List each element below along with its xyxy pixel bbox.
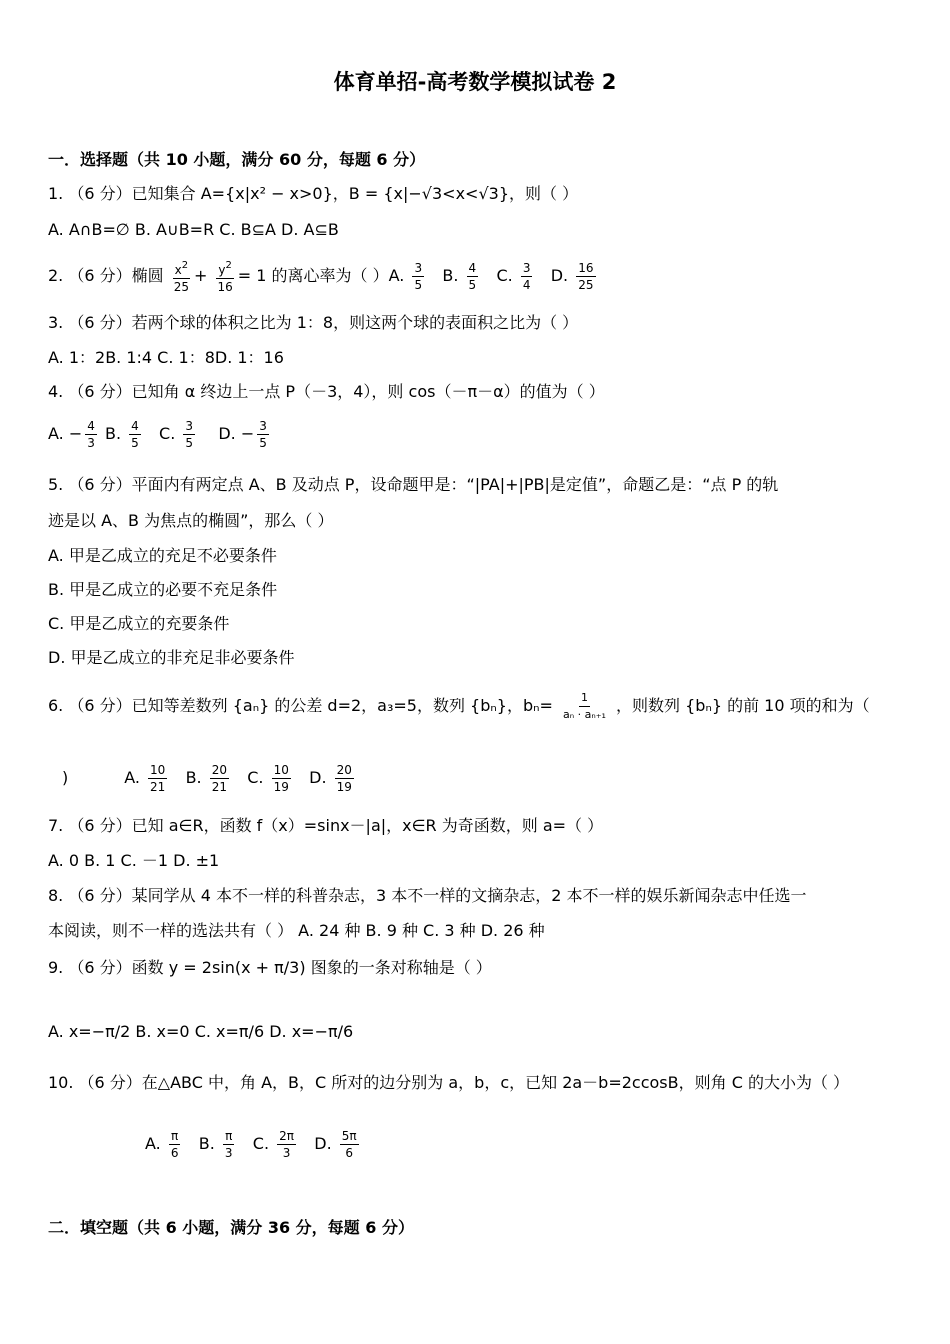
question-5-option-d: D. 甲是乙成立的非充足非必要条件 [48, 648, 295, 667]
question-3-options: A. 1：2B. 1:4 C. 1：8D. 1：16 [48, 348, 284, 367]
question-8-stem-2: 本阅读，则不一样的选法共有（ ） A. 24 种 B. 9 种 C. 3 种 D. 26 种 [48, 921, 545, 940]
question-6-stem-a: 6. （6 分）已知等差数列 {aₙ} 的公差 d=2，a₃=5，数列 {bₙ}，bₙ= [48, 696, 553, 715]
option-a-fraction: $\frac{3}{5}$ [414, 261, 423, 292]
question-9-stem [48, 958, 492, 978]
question-10-stem: 10. （6 分）在△ABC 中，角 A，B，C 所对的边分别为 a，b，c，已知 2a－b=2ccosB，则角 C 的大小为（ ） [48, 1073, 850, 1092]
option-c-label: C. [496, 266, 513, 285]
section-heading-fill-in: 二．填空题（共 6 小题，满分 36 分，每题 6 分） [48, 1218, 414, 1237]
question-1-stem: 1. （6 分）已知集合 A={x|x² − x>0}，B = {x|−√3<x<√3}，则（ ） [48, 184, 579, 203]
question-9-prefix: 9. （6 分）函数 [48, 958, 164, 977]
option-c-fraction: $\frac{3}{4}$ [522, 261, 531, 292]
question-5-stem-2: 迹是以 A、B 为焦点的椭圆”，那么（ ） [48, 511, 334, 530]
question-9-suffix: 图象的一条对称轴是（ ） [310, 958, 492, 977]
question-6-options: ) A. $\frac{10}{21}$ B. $\frac{20}{21}$ C. $\frac{10}{19}$ D. $\frac{20}{19}$ [62, 763, 352, 794]
question-5-option-c: C. 甲是乙成立的充要条件 [48, 614, 230, 633]
question-9-options: A. x=−π/2 B. x=0 C. x=π/6 D. x=−π/6 [48, 1022, 354, 1041]
question-6-stem [48, 690, 870, 723]
question-9-function: y = 2sin(x + π/3) [168, 958, 306, 977]
question-5-option-a: A. 甲是乙成立的充足不必要条件 [48, 546, 277, 565]
question-4-options: A. − $\frac{4}{3}$ B. $\frac{4}{5}$ C. $\frac{3}{5}$ D. − $\frac{3}{5}$ [48, 419, 267, 450]
question-10-options: A. $\frac{\pi}{6}$ B. $\frac{\pi}{3}$ C. $\frac{2\pi}{3}$ D. $\frac{5\pi}{6}$ [145, 1129, 357, 1160]
question-1-options: A. A∩B=∅ B. A∪B=R C. B⊆A D. A⊆B [48, 220, 339, 239]
question-7-stem: 7. （6 分）已知 a∈R，函数 f（x）=sinx－|a|，x∈R 为奇函数，则 a=（ ） [48, 816, 604, 835]
question-4-stem: 4. （6 分）已知角 α 终边上一点 P（－3，4），则 cos（－π－α）的值为（ ） [48, 382, 605, 401]
question-2: 2. （6 分）椭圆 $\frac{x^2}{25}$ + $\frac{y^2}{16}$ = 1 的离心率为（ ）A. $\frac{3}{5}$ B. $\frac{4}{5}$ C. $\frac{3}{4}$ D. $\frac{16}{25}$ [48, 260, 594, 294]
section-heading-choice: 一．选择题（共 10 小题，满分 60 分，每题 6 分） [48, 150, 426, 169]
question-2-prefix: 2. （6 分）椭圆 [48, 266, 164, 285]
ellipse-fraction-x: $\frac{x^2}{25}$ [173, 260, 189, 294]
page-title: 体育单招-高考数学模拟试卷 2 [333, 70, 617, 94]
question-5-option-b: B. 甲是乙成立的必要不充足条件 [48, 580, 278, 599]
question-2-suffix: 的离心率为（ ）A. [271, 266, 405, 285]
q6-b-fraction: $\frac{1}{\text{aₙ · aₙ₊₁}}$ [562, 691, 606, 721]
question-7-options: A. 0 B. 1 C. －1 D. ±1 [48, 851, 220, 870]
ellipse-fraction-y: $\frac{y^2}{16}$ [217, 260, 233, 294]
question-5-stem-1: 5. （6 分）平面内有两定点 A、B 及动点 P，设命题甲是：“|PA|+|PB|是定值”，命题乙是：“点 P 的轨 [48, 475, 779, 494]
option-b-label: B. [442, 266, 459, 285]
option-d-label: D. [550, 266, 569, 285]
question-3-stem: 3. （6 分）若两个球的体积之比为 1：8，则这两个球的表面积之比为（ ） [48, 313, 579, 332]
question-8-stem-1: 8. （6 分）某同学从 4 本不一样的科普杂志，3 本不一样的文摘杂志，2 本不一样的娱乐新闻杂志中任选一 [48, 886, 807, 905]
option-b-fraction: $\frac{4}{5}$ [468, 261, 477, 292]
question-6-stem-b: ，则数列 {bₙ} 的前 10 项的和为（ [616, 696, 870, 715]
question-6-close-paren: ) [62, 768, 69, 787]
option-d-fraction: $\frac{16}{25}$ [578, 261, 594, 292]
